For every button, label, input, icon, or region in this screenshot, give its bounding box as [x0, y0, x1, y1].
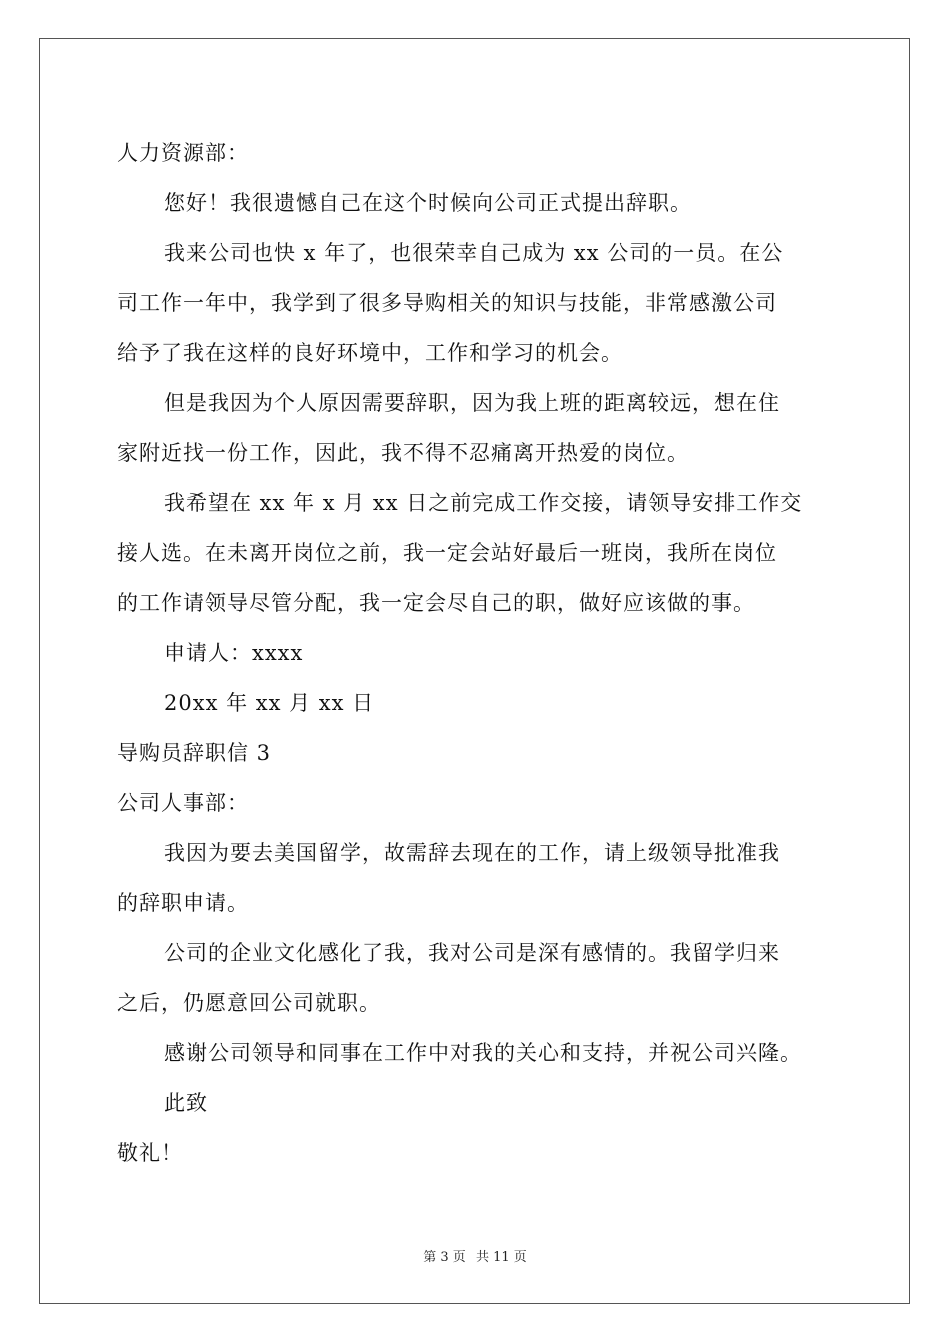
date-line: 20xx 年 xx 月 xx 日 [164, 691, 375, 715]
paragraph-line: 我因为要去美国留学，故需辞去现在的工作，请上级领导批准我 [164, 841, 780, 865]
recipient-line: 公司人事部： [117, 791, 249, 815]
paragraph-line: 家附近找一份工作，因此，我不得不忍痛离开热爱的岗位。 [117, 441, 689, 465]
recipient-line: 人力资源部： [117, 141, 249, 165]
paragraph-line: 司工作一年中，我学到了很多导购相关的知识与技能，非常感激公司 [117, 291, 777, 315]
closing-line: 此致 [164, 1091, 208, 1115]
paragraph-line: 给予了我在这样的良好环境中，工作和学习的机会。 [117, 341, 623, 365]
paragraph-line: 接人选。在未离开岗位之前，我一定会站好最后一班岗，我所在岗位 [117, 541, 777, 565]
document-body [117, 128, 837, 1178]
paragraph-line: 您好！我很遗憾自己在这个时候向公司正式提出辞职。 [164, 191, 692, 215]
section-heading: 导购员辞职信 3 [117, 741, 272, 765]
paragraph-line: 的辞职申请。 [117, 891, 249, 915]
paragraph-line: 感谢公司领导和同事在工作中对我的关心和支持，并祝公司兴隆。 [164, 1041, 802, 1065]
page-total: 共 11 页 [475, 1250, 527, 1265]
paragraph-line: 的工作请领导尽管分配，我一定会尽自己的职，做好应该做的事。 [117, 591, 755, 615]
paragraph-line: 公司的企业文化感化了我，我对公司是深有感情的。我留学归来 [164, 941, 780, 965]
page-number: 第 3 页 [423, 1250, 466, 1265]
paragraph-line: 我来公司也快 x 年了，也很荣幸自己成为 xx 公司的一员。在公 [164, 241, 784, 265]
applicant-line: 申请人：xxxx [164, 641, 304, 665]
paragraph-line: 但是我因为个人原因需要辞职，因为我上班的距离较远，想在住 [164, 391, 780, 415]
page-footer [0, 1246, 950, 1265]
paragraph-line: 之后，仍愿意回公司就职。 [117, 991, 381, 1015]
paragraph-line: 我希望在 xx 年 x 月 xx 日之前完成工作交接，请领导安排工作交 [164, 491, 803, 515]
salutation-line: 敬礼！ [117, 1141, 183, 1165]
